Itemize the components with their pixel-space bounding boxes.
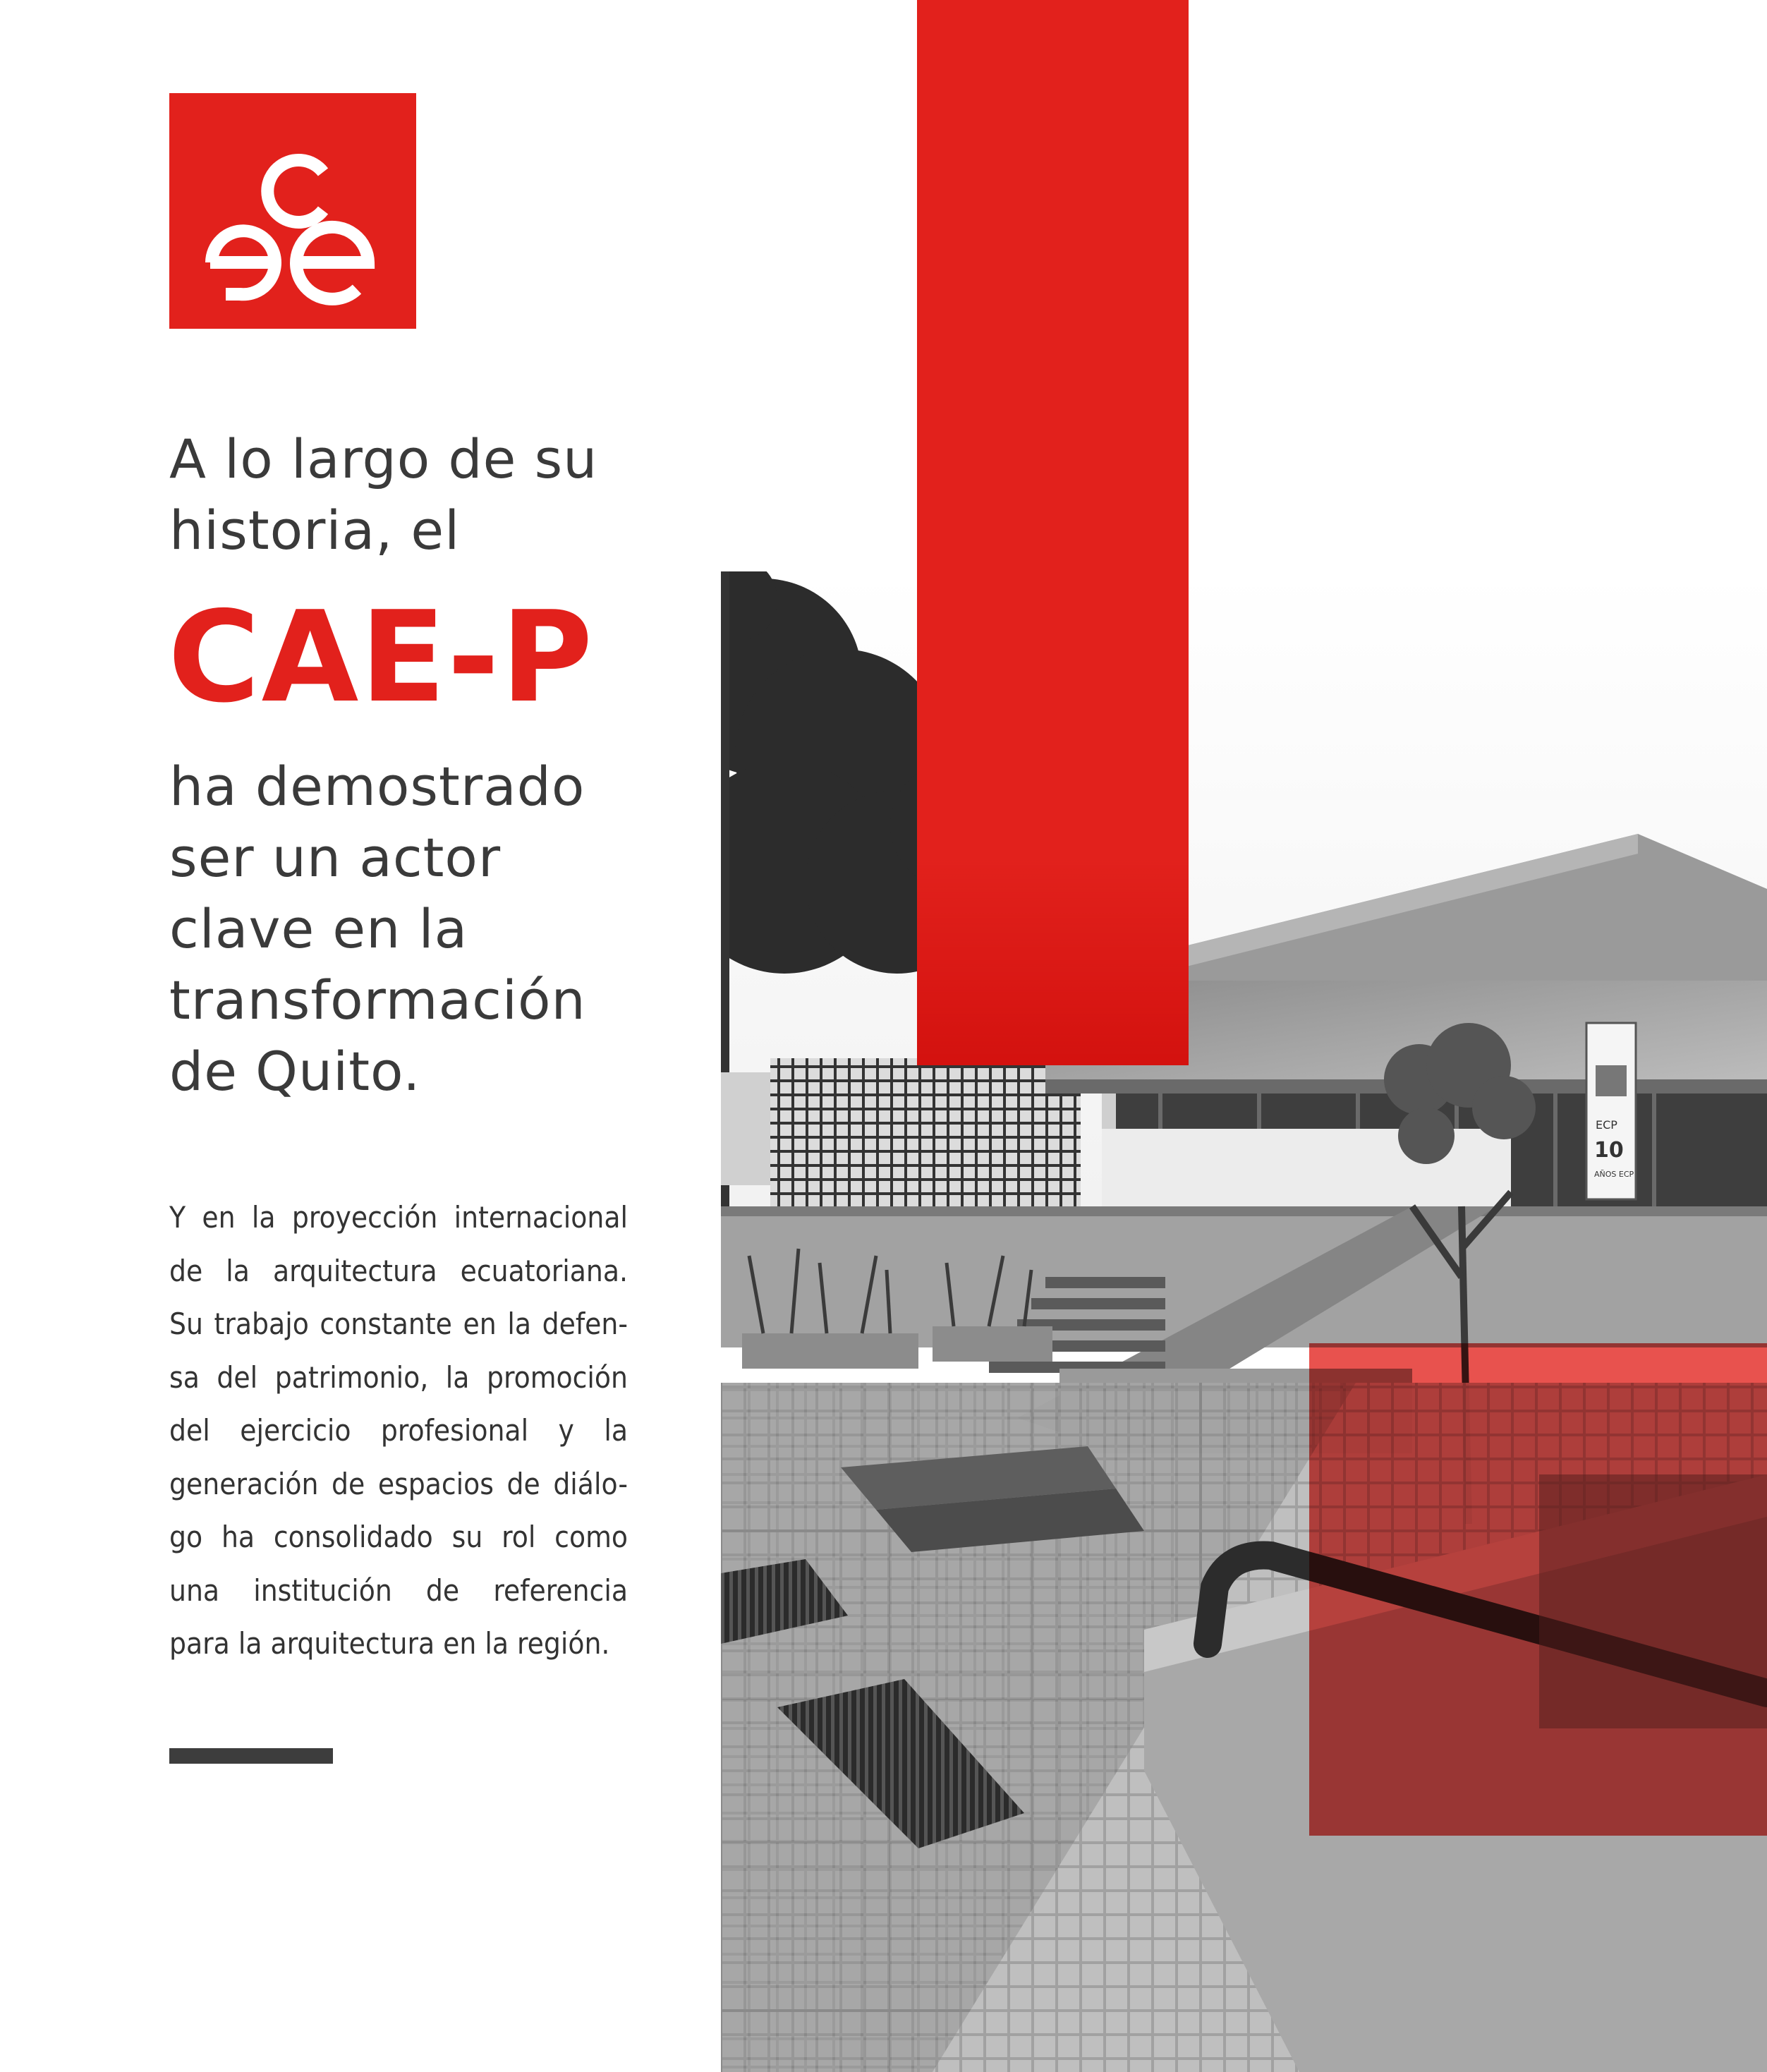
statement-line-3: clave en la <box>169 897 468 960</box>
sign-caption: AÑOS ECP <box>1594 1170 1634 1179</box>
headline-intro-line-1: A lo largo de su <box>169 428 598 490</box>
body-line-9: para la arquitectura en la región. <box>169 1626 610 1661</box>
body-line-5: del ejercicio profesional y la <box>169 1413 628 1448</box>
body-line-3: Su trabajo constante en la defen- <box>169 1307 628 1341</box>
headline-statement <box>169 751 705 1107</box>
statement-line-5: de Quito. <box>169 1040 421 1103</box>
body-line-7: go ha consolidado su rol como <box>169 1520 628 1554</box>
body-line-1: Y en la proyección internacional <box>169 1200 628 1235</box>
headline-intro <box>169 423 663 566</box>
statement-line-4: transformación <box>169 969 586 1031</box>
red-bar-blend <box>917 854 1189 1065</box>
cae-logo-icon <box>169 93 416 329</box>
body-line-8: una institución de referencia <box>169 1573 628 1608</box>
building-photo <box>721 571 1767 2072</box>
statement-line-1: ha demostrado <box>169 755 585 818</box>
body-line-2: de la arquitectura ecuatoriana. <box>169 1253 628 1288</box>
sign-text: ECP <box>1596 1118 1617 1132</box>
statement-line-2: ser un actor <box>169 826 502 889</box>
body-line-4: sa del patrimonio, la promoción <box>169 1359 628 1395</box>
body-paragraph <box>169 1191 628 1671</box>
cae-logo <box>169 93 416 329</box>
sign-badge: 10 <box>1594 1138 1624 1163</box>
section-divider <box>169 1748 333 1764</box>
body-line-6: generación de espacios de diálo- <box>169 1466 628 1501</box>
red-square-overlay <box>1309 1343 1767 1836</box>
brand-title: CAE-P <box>168 584 595 730</box>
headline-intro-line-2: historia, el <box>169 499 461 562</box>
